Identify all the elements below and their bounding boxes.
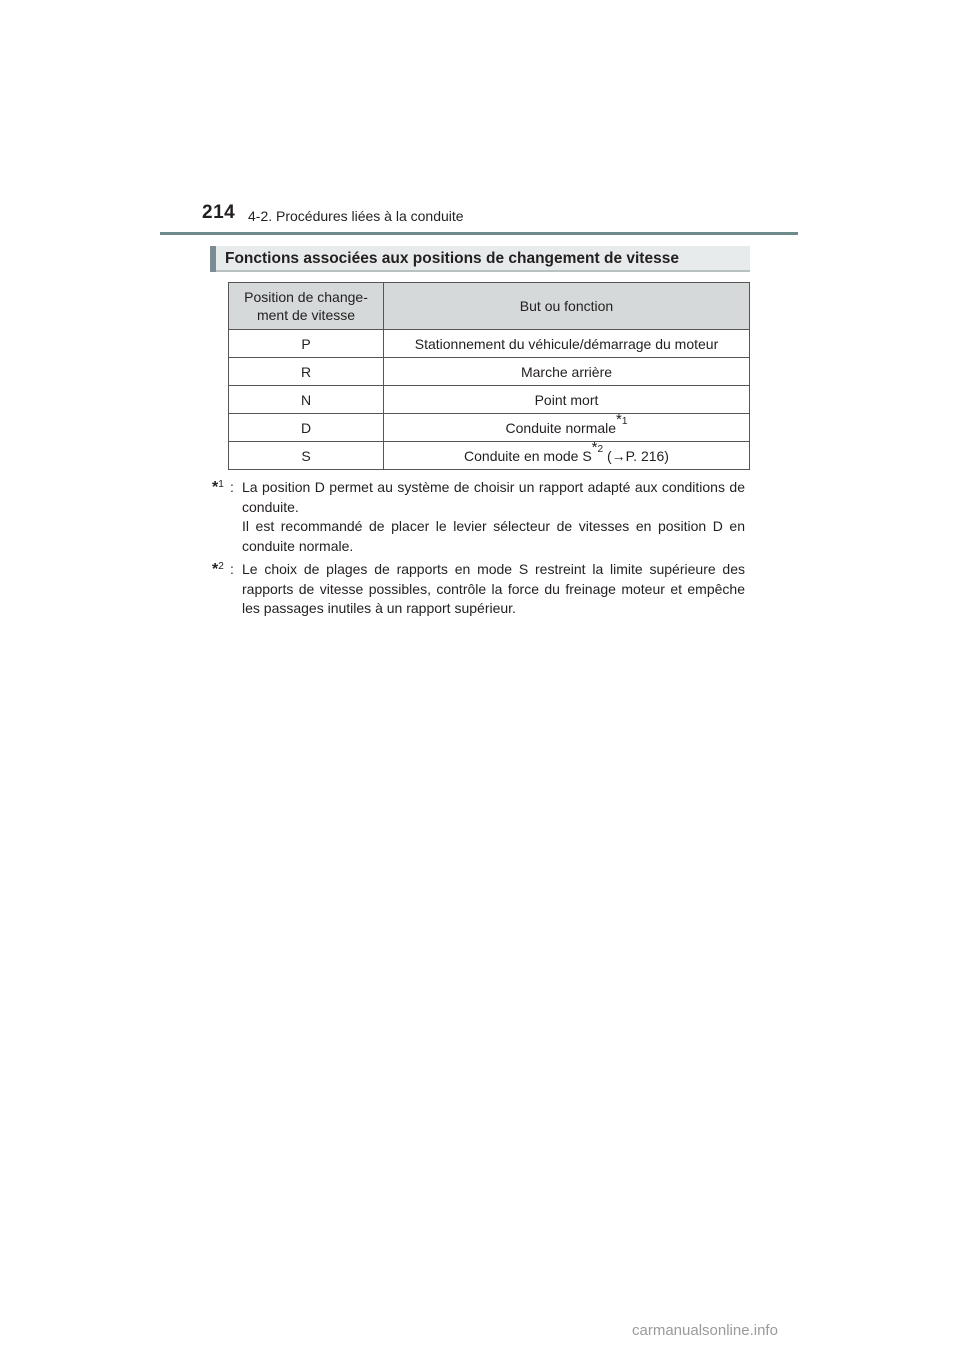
footnote-marker: *$^2$ bbox=[212, 561, 224, 578]
cell-position: N bbox=[229, 386, 384, 414]
footnote-2: *$^2$ : Le choix de plages de rapports en mode S restreint la limite supérieure des rapports de vitesse possibles, contrôle la force du freinage moteur et empêche les passages inutiles à un rapport supérieur. bbox=[210, 560, 745, 619]
cell-function: Marche arrière bbox=[384, 358, 750, 386]
cell-position: P bbox=[229, 330, 384, 358]
cell-function bbox=[384, 411, 750, 442]
cell-position: R bbox=[229, 358, 384, 386]
footnotes bbox=[210, 478, 745, 623]
running-title: 4-2. Procédures liées à la conduite bbox=[248, 208, 464, 224]
header-rule bbox=[160, 232, 798, 235]
cell-function: Point mort bbox=[384, 386, 750, 414]
footnote-ref: *1 bbox=[616, 411, 628, 429]
cell-function: Stationnement du véhicule/démarrage du moteur bbox=[384, 330, 750, 358]
page-number: 214 bbox=[202, 202, 236, 223]
cell-position: S bbox=[229, 442, 384, 470]
section-banner-bar bbox=[210, 246, 216, 272]
function-text: Conduite normale bbox=[505, 419, 617, 436]
table-row bbox=[229, 386, 750, 414]
table-header-row bbox=[229, 283, 750, 330]
table-row bbox=[229, 442, 750, 470]
section-banner bbox=[210, 246, 750, 272]
watermark: carmanualsonline.info bbox=[632, 1322, 778, 1339]
shift-position-table bbox=[228, 282, 750, 470]
footnote-paragraph: La position D permet au système de choisir un rapport adapté aux conditions de conduite. bbox=[242, 479, 745, 515]
section-title: Fonctions associées aux positions de changement de vitesse bbox=[225, 250, 679, 267]
cell-position: D bbox=[229, 414, 384, 442]
header-position: Position de change- ment de vitesse bbox=[229, 283, 384, 330]
table-row bbox=[229, 358, 750, 386]
cell-function bbox=[384, 439, 750, 470]
function-text: Conduite en mode S bbox=[464, 447, 592, 464]
footnote-ref: *2 bbox=[591, 439, 604, 457]
header-function: But ou fonction bbox=[384, 283, 750, 330]
table-row bbox=[229, 414, 750, 442]
footnote-marker: *$^1$ bbox=[212, 479, 224, 496]
footnote-paragraph: Le choix de plages de rapports en mode S restreint la limite supérieure des rapports de vitesse possibles, contrôle la force du freinage moteur et empêche les passages inutiles à un rapport supérieur. bbox=[242, 561, 745, 616]
footnote-1: *$^1$ : La position D permet au système de choisir un rapport adapté aux conditions de conduite. Il est recommandé de placer le levier sélecteur de vitesses en position D en conduite normale. bbox=[210, 478, 745, 556]
page-reference: (→P. 216) bbox=[603, 447, 669, 464]
footnote-paragraph: Il est recommandé de placer le levier sélecteur de vitesses en position D en conduite normale. bbox=[242, 518, 745, 554]
table-row bbox=[229, 330, 750, 358]
